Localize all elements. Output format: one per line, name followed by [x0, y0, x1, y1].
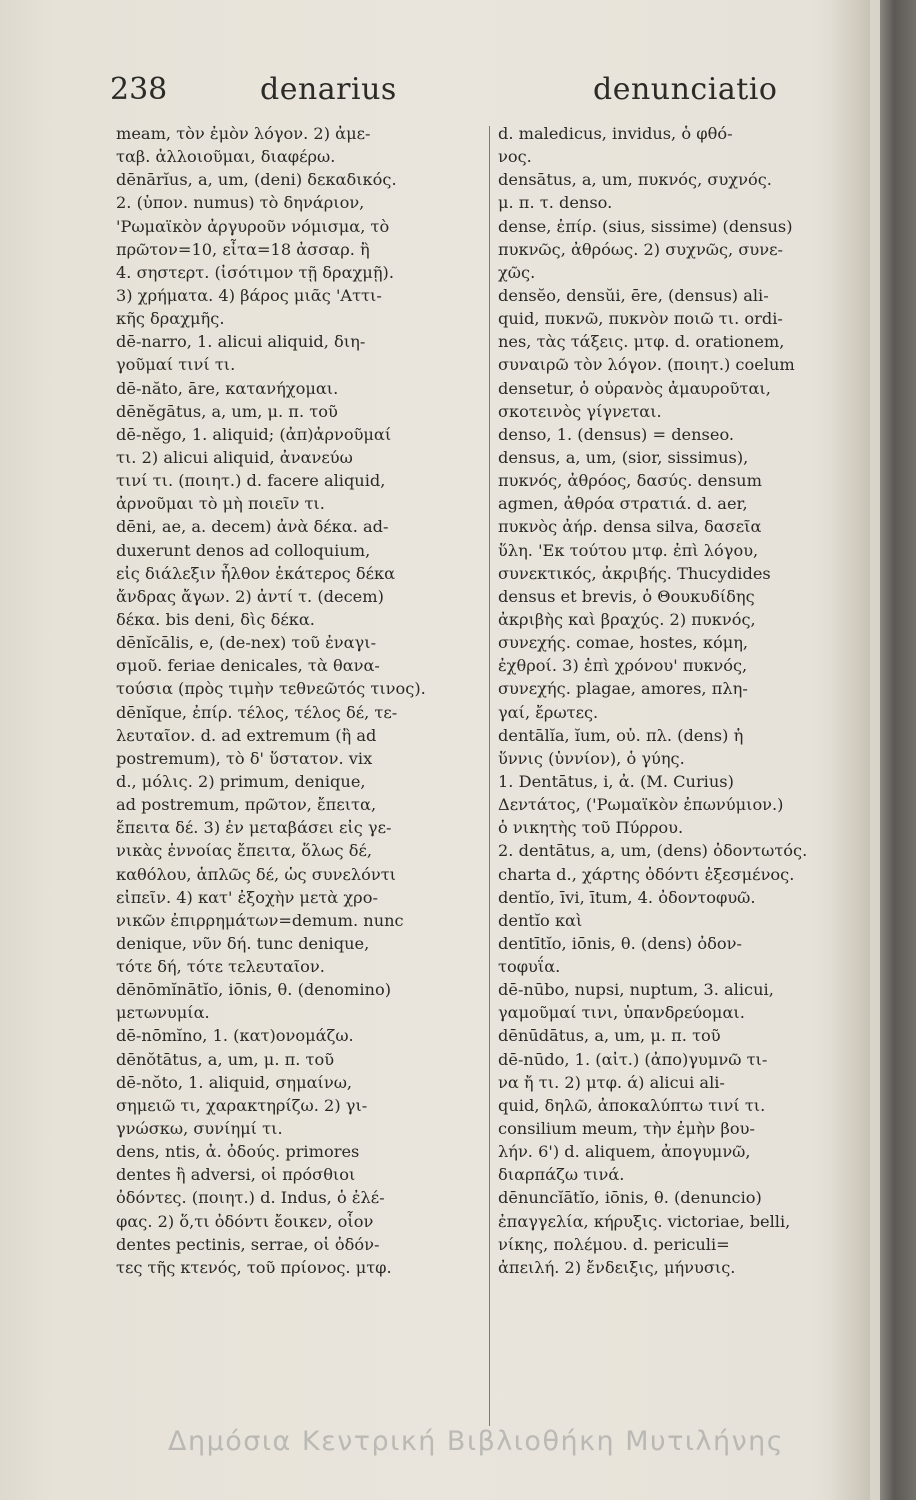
- page-header: [110, 72, 778, 118]
- right-column-line: dense, ἐπίρ. (sius, sissime) (densus): [498, 216, 793, 236]
- left-column-line: κῆς δραχμῆς.: [116, 309, 225, 329]
- right-column-line: να ἤ τι. 2) μτφ. ά) alicui ali-: [498, 1072, 725, 1092]
- right-column-line: dentālĭa, ĭum, οὐ. πλ. (dens) ἡ: [498, 725, 744, 745]
- right-column-line: σκοτεινὸς γίγνεται.: [498, 401, 662, 421]
- left-column-line: σμοῦ. feriae denicales, τὰ θανα-: [116, 656, 380, 676]
- right-column-line: nes, τὰς τάξεις. μτφ. d. orationem,: [498, 332, 785, 352]
- right-column-line: Δεντάτος, ('Ρωμαϊκὸν ἐπωνύμιον.): [498, 795, 784, 815]
- left-column-line: λευταῖον. d. ad extremum (ἢ ad: [116, 725, 377, 745]
- right-column-line: ἐχθροί. 3) ἐπὶ χρόνου' πυκνός,: [498, 656, 748, 676]
- right-column-line: densus et brevis, ὁ Θουκυδίδης: [498, 586, 755, 606]
- right-column: [498, 122, 860, 1442]
- left-column-line: dentes ἢ adversi, οἱ πρόσθιοι: [116, 1165, 356, 1185]
- book-edge: [880, 0, 916, 1500]
- left-column: [116, 122, 478, 1442]
- right-column-line: ἀπειλή. 2) ἔνδειξις, μήνυσις.: [498, 1257, 736, 1277]
- left-column-line: καθόλου, ἁπλῶς δέ, ὡς συνελόντι: [116, 864, 397, 884]
- left-column-line: denique, νῦν δή. tunc denique,: [116, 933, 370, 953]
- left-column-line: ταβ. ἀλλοιοῦμαι, διαφέρω.: [116, 147, 336, 167]
- guide-word-left: denarius: [260, 72, 397, 107]
- right-column-line: densetur, ὁ οὐρανὸς ἀμαυροῦται,: [498, 378, 771, 398]
- right-column-line: πυκνῶς, ἀθρόως. 2) συχνῶς, συνε-: [498, 239, 783, 259]
- left-column-line: ἀρνοῦμαι τὸ μὴ ποιεῖν τι.: [116, 494, 325, 514]
- right-column-line: densĕo, densŭi, ēre, (densus) ali-: [498, 285, 769, 305]
- right-column-line: ὕλη. 'Εκ τούτου μτφ. ἐπὶ λόγου,: [498, 540, 759, 560]
- left-column-line: τούσια (πρὸς τιμὴν τεθνεῶτός τινος).: [116, 679, 426, 699]
- right-column-line: 2. dentātus, a, um, (dens) ὀδοντωτός.: [498, 841, 808, 861]
- right-column-line: τοφυΐα.: [498, 957, 561, 977]
- right-column-line: dēnūdātus, a, um, μ. π. τοῦ: [498, 1026, 721, 1046]
- left-column-line: dens, ntis, ἀ. ὀδούς. primores: [116, 1142, 360, 1162]
- left-column-line: dēnārĭus, a, um, (deni) δεκαδικός.: [116, 170, 397, 190]
- left-column-line: 4. σηστερτ. (ἰσότιμον τῇ δραχμῇ).: [116, 262, 394, 282]
- left-column-line: φας. 2) ὅ,τι ὀδόντι ἔοικεν, οἷον: [116, 1211, 374, 1231]
- left-column-line: μετωνυμία.: [116, 1003, 210, 1023]
- right-column-line: νίκης, πολέμου. d. periculi=: [498, 1234, 730, 1254]
- right-column-line: densātus, a, um, πυκνός, συχνός.: [498, 170, 772, 190]
- left-column-line: 2. (ὑπον. numus) τὸ δηνάριον,: [116, 193, 365, 213]
- left-column-line: d., μόλις. 2) primum, denique,: [116, 771, 366, 791]
- left-column-line: τινί τι. (ποιητ.) d. facere aliquid,: [116, 471, 386, 491]
- right-column-line: denso, 1. (densus) = denseo.: [498, 424, 735, 444]
- right-column-line: consilium meum, τὴν ἐμὴν βου-: [498, 1119, 755, 1139]
- left-column-line: dentes pectinis, serrae, οἱ ὀδόν-: [116, 1234, 380, 1254]
- left-column-line: τι. 2) alicui aliquid, ἀνανεύω: [116, 447, 353, 467]
- left-column-line: εἰπεῖν. 4) κατ' ἐξοχὴν μετὰ χρο-: [116, 887, 378, 907]
- left-column-line: dēnŏtātus, a, um, μ. π. τοῦ: [116, 1049, 335, 1069]
- right-column-line: συνεχής. comae, hostes, κόμη,: [498, 633, 749, 653]
- left-column-line: dēni, ae, a. decem) ἀνὰ δέκα. ad-: [116, 517, 389, 537]
- library-watermark: Δημόσια Κεντρική Βιβλιοθήκη Μυτιλήνης: [168, 1426, 785, 1457]
- right-column-line: dē-nūdo, 1. (αἰτ.) (ἀπο)γυμνῶ τι-: [498, 1049, 768, 1069]
- left-column-line: ὀδόντες. (ποιητ.) d. Indus, ὁ ἐλέ-: [116, 1188, 385, 1208]
- right-column-line: συνεκτικός, ἀκριβής. Thucydides: [498, 563, 771, 583]
- left-column-line: dē-nĕgo, 1. aliquid; (ἀπ)ἀρνοῦμαί: [116, 424, 392, 444]
- left-column-line: σημειῶ τι, χαρακτηρίζω. 2) γι-: [116, 1095, 368, 1115]
- right-column-line: ἐπαγγελία, κήρυξις. victoriae, belli,: [498, 1211, 791, 1231]
- right-column-line: χῶς.: [498, 262, 536, 282]
- right-column-line: πυκνός, ἀθρόος, δασύς. densum: [498, 471, 762, 491]
- left-column-line: γνώσκω, συνίημί τι.: [116, 1119, 283, 1139]
- left-column-line: dēnōmĭnātĭo, iōnis, θ. (denomino): [116, 980, 392, 1000]
- right-column-line: agmen, ἀθρόα στρατιά. d. aer,: [498, 494, 748, 514]
- right-column-line: ἀκριβὴς καὶ βραχύς. 2) πυκνός,: [498, 609, 756, 629]
- left-column-line: dēnĕgātus, a, um, μ. π. τοῦ: [116, 401, 338, 421]
- right-column-line: quid, δηλῶ, ἀποκαλύπτω τινί τι.: [498, 1095, 766, 1115]
- left-column-line: meam, τὸν ἐμὸν λόγον. 2) ἀμε-: [116, 124, 371, 143]
- left-column-line: τότε δή, τότε τελευταῖον.: [116, 957, 325, 977]
- left-column-line: dē-nŏto, 1. aliquid, σημαίνω,: [116, 1072, 353, 1092]
- left-column-line: νικὰς ἐννοίας ἔπειτα, ὅλως δέ,: [116, 841, 372, 861]
- right-column-line: d. maledicus, invidus, ὁ φθό-: [498, 124, 733, 143]
- right-column-line: διαρπάζω τινά.: [498, 1165, 625, 1185]
- right-column-line: συναιρῶ τὸν λόγον. (ποιητ.) coelum: [498, 355, 795, 375]
- column-divider: [489, 126, 490, 1426]
- right-column-line: γαμοῦμαί τινι, ὑπανδρεύομαι.: [498, 1003, 745, 1023]
- right-column-line: 1. Dentātus, i, ἀ. (M. Curius): [498, 771, 734, 791]
- left-column-line: γοῦμαί τινί τι.: [116, 355, 236, 375]
- right-column-line: μ. π. τ. denso.: [498, 193, 613, 213]
- left-column-line: 3) χρήματα. 4) βάρος μιᾶς 'Αττι-: [116, 285, 382, 305]
- left-column-line: dē-nōmĭno, 1. (κατ)ονομάζω.: [116, 1026, 354, 1046]
- left-column-line: ad postremum, πρῶτον, ἔπειτα,: [116, 795, 377, 815]
- right-column-line: dē-nūbo, nupsi, nuptum, 3. alicui,: [498, 980, 774, 1000]
- right-column-line: λήν. 6') d. aliquem, ἀπογυμνῶ,: [498, 1142, 751, 1162]
- right-column-line: ὕννις (ὑννίον), ὁ γύης.: [498, 748, 685, 768]
- right-column-line: quid, πυκνῶ, πυκνὸν ποιῶ τι. ordi-: [498, 309, 783, 329]
- right-column-line: dentĭo καὶ: [498, 910, 583, 930]
- left-column-line: 'Ρωμαϊκὸν ἀργυροῦν νόμισμα, τὸ: [116, 216, 390, 236]
- right-column-line: νος.: [498, 147, 532, 167]
- right-column-line: πυκνὸς ἀήρ. densa silva, δασεῖα: [498, 517, 762, 537]
- right-column-line: dēnuncĭātĭo, iōnis, θ. (denuncio): [498, 1188, 762, 1208]
- right-column-line: ὁ νικητὴς τοῦ Πύρρου.: [498, 818, 684, 838]
- right-column-line: γαί, ἔρωτες.: [498, 702, 599, 722]
- right-column-line: dentĭo, īvi, ītum, 4. ὀδοντοφυῶ.: [498, 887, 756, 907]
- left-column-line: δέκα. bis deni, δὶς δέκα.: [116, 609, 315, 629]
- right-column-line: dentītĭo, iōnis, θ. (dens) ὀδον-: [498, 933, 742, 953]
- left-column-line: postremum), τὸ δ' ὕστατον. vix: [116, 748, 373, 768]
- left-column-line: duxerunt denos ad colloquium,: [116, 540, 371, 560]
- left-column-line: dēnĭcālis, e, (de-nex) τοῦ ἐναγι-: [116, 633, 377, 653]
- left-column-line: νικῶν ἐπιρρημάτων=demum. nunc: [116, 910, 404, 930]
- right-column-line: densus, a, um, (sior, sissimus),: [498, 447, 749, 467]
- left-column-line: dē-năto, āre, κατανήχομαι.: [116, 378, 339, 398]
- left-column-line: τες τῆς κτενός, τοῦ πρίονος. μτφ.: [116, 1257, 392, 1277]
- right-column-line: συνεχής. plagae, amores, πλη-: [498, 679, 748, 699]
- left-column-line: πρῶτον=10, εἶτα=18 ἀσσαρ. ἢ: [116, 239, 370, 259]
- left-column-line: ἔπειτα δέ. 3) ἐν μεταβάσει εἰς γε-: [116, 818, 392, 838]
- guide-word-right: denunciatio: [593, 72, 778, 107]
- left-column-line: dē-narro, 1. alicui aliquid, διη-: [116, 332, 366, 352]
- right-column-line: charta d., χάρτης ὀδόντι ἐξεσμένος.: [498, 864, 795, 884]
- left-column-line: ἄνδρας ἄγων. 2) ἀντί τ. (decem): [116, 586, 384, 606]
- left-column-line: εἰς διάλεξιν ἦλθον ἑκάτερος δέκα: [116, 563, 396, 583]
- left-column-line: dēnĭque, ἐπίρ. τέλος, τέλος δέ, τε-: [116, 702, 398, 722]
- page-number: 238: [110, 72, 168, 107]
